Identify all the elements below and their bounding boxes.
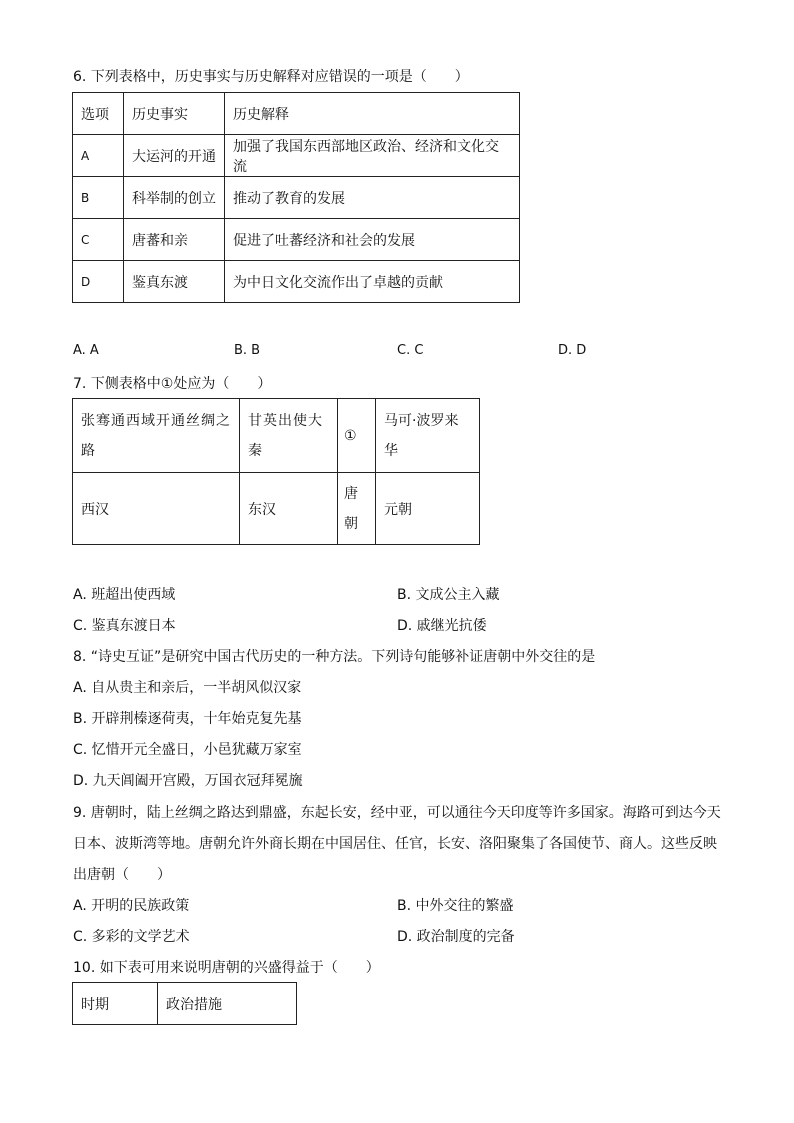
q8-option-c[interactable]: C. 忆惜开元全盛日，小邑犹藏万家室	[73, 742, 302, 758]
q9-option-c[interactable]: C. 多彩的文学艺术	[73, 929, 190, 945]
table-row	[73, 219, 520, 261]
q6-stem: 6. 下列表格中，历史事实与历史解释对应错误的一项是（ ）	[73, 69, 469, 85]
q7-table	[72, 398, 480, 545]
q9-stem-line-1: 9. 唐朝时，陆上丝绸之路达到鼎盛，东起长安，经中亚，可以通往今天印度等许多国家。海路可到达今天	[73, 805, 721, 821]
header-cell: 选项	[73, 93, 124, 135]
event-cell: 马可·波罗来华	[376, 399, 480, 473]
q9-stem-line-2: 日本、波斯湾等地。唐朝允许外商长期在中国居住、任官，长安、洛阳聚集了各国使节、商人。这些反映	[73, 836, 717, 852]
dynasty-cell: 唐朝	[338, 473, 376, 545]
q6-option-d[interactable]: D. D	[558, 343, 587, 358]
explanation-cell: 推动了教育的发展	[225, 177, 520, 219]
option-cell: C	[73, 219, 124, 261]
q10-stem: 10. 如下表可用来说明唐朝的兴盛得益于（ ）	[73, 960, 380, 976]
explanation-cell: 为中日文化交流作出了卓越的贡献	[225, 261, 520, 303]
table-row	[73, 261, 520, 303]
table-header-row	[73, 93, 520, 135]
event-cell: 张骞通西域开通丝绸之路	[73, 399, 240, 473]
explanation-cell: 促进了吐蕃经济和社会的发展	[225, 219, 520, 261]
q7-option-b[interactable]: B. 文成公主入藏	[397, 587, 500, 603]
dynasty-cell: 东汉	[240, 473, 338, 545]
table-row	[73, 473, 480, 545]
q9-option-b[interactable]: B. 中外交往的繁盛	[397, 898, 514, 914]
table-row	[73, 135, 520, 177]
q8-option-a[interactable]: A. 自从贵主和亲后，一半胡风似汉家	[73, 680, 302, 696]
q9-option-a[interactable]: A. 开明的民族政策	[73, 898, 190, 914]
q8-option-b[interactable]: B. 开辟荆榛逐荷夷，十年始克复先基	[73, 711, 302, 727]
q9-option-d[interactable]: D. 政治制度的完备	[397, 929, 515, 945]
event-cell: 甘英出使大秦	[240, 399, 338, 473]
fact-cell: 科举制的创立	[124, 177, 225, 219]
q9-stem-line-3: 出唐朝（ ）	[73, 867, 171, 883]
q7-option-c[interactable]: C. 鉴真东渡日本	[73, 618, 176, 634]
q7-option-a[interactable]: A. 班超出使西域	[73, 587, 176, 603]
option-cell: A	[73, 135, 124, 177]
header-cell: 历史解释	[225, 93, 520, 135]
q7-stem: 7. 下侧表格中①处应为（ ）	[73, 376, 272, 392]
dynasty-cell: 西汉	[73, 473, 240, 545]
q10-table	[72, 982, 297, 1025]
q8-stem: 8. “诗史互证”是研究中国古代历史的一种方法。下列诗句能够补证唐朝中外交往的是	[73, 649, 596, 665]
option-cell: B	[73, 177, 124, 219]
fact-cell: 唐蕃和亲	[124, 219, 225, 261]
table-row	[73, 177, 520, 219]
q7-option-d[interactable]: D. 戚继光抗倭	[397, 618, 487, 634]
dynasty-cell: 元朝	[376, 473, 480, 545]
q8-option-d[interactable]: D. 九天阊阖开宫殿，万国衣冠拜冕旒	[73, 773, 303, 789]
blank-cell: ①	[338, 399, 376, 473]
q6-table	[72, 92, 520, 303]
q6-option-a[interactable]: A. A	[73, 343, 99, 358]
table-row	[73, 399, 480, 473]
q6-option-c[interactable]: C. C	[397, 343, 424, 358]
fact-cell: 大运河的开通	[124, 135, 225, 177]
table-header-row	[73, 983, 297, 1025]
q6-option-b[interactable]: B. B	[234, 343, 261, 358]
header-cell: 历史事实	[124, 93, 225, 135]
header-cell: 时期	[73, 983, 158, 1025]
explanation-cell: 加强了我国东西部地区政治、经济和文化交流	[225, 135, 520, 177]
header-cell: 政治措施	[158, 983, 297, 1025]
fact-cell: 鉴真东渡	[124, 261, 225, 303]
option-cell: D	[73, 261, 124, 303]
